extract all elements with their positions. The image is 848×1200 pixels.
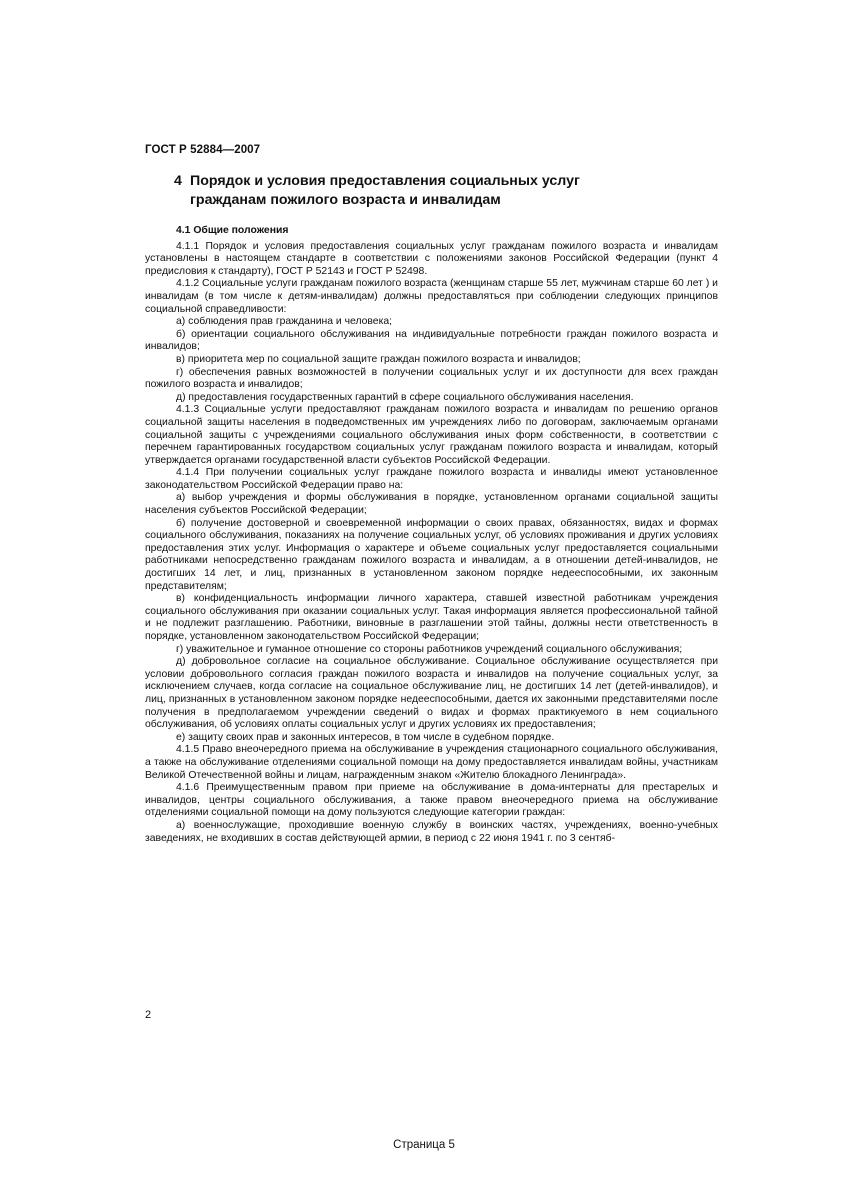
- list-item: а) соблюдения прав гражданина и человека;: [176, 316, 393, 328]
- section-title-line1: Порядок и условия предоставления социальных услуг: [190, 173, 580, 189]
- section-title-line2: гражданам пожилого возраста и инвалидам: [190, 192, 501, 208]
- list-item: а) выбор учреждения и формы обслуживания в порядке, установленном органами социальной защиты населения субъектов Российской Федерации;: [145, 492, 718, 517]
- list-item: г) обеспечения равных возможностей в получении социальных услуг и их доступности для всех граждан пожилого возраста и инвалидов;: [145, 366, 718, 391]
- document-code: ГОСТ Р 52884—2007: [145, 144, 261, 156]
- list-item: в) приоритета мер по социальной защите граждан пожилого возраста и инвалидов;: [176, 353, 581, 365]
- section-number: 4: [174, 173, 182, 189]
- section-title: [174, 172, 734, 210]
- document-body: [145, 225, 718, 845]
- paragraph: 4.1.1 Порядок и условия предоставления социальных услуг гражданам пожилого возраста и инвалидам установлены в настоящем стандарте в соответствии с положениями законов Российской Федерации (пункт 4 предисловия к стандарту), ГОСТ Р 52143 и ГОСТ Р 52498.: [145, 240, 718, 277]
- list-item: д) добровольное согласие на социальное обслуживание. Социальное обслуживание осуществляется при условии добровольного согласия граждан пожилого возраста и инвалидов на получение социальных услуг, за исключением случаев, когда согласие на социальное обслуживание лиц, не достигших 14 лет (детей-инвалидов), и лиц, признанных в установленном законом порядке недееспособными, дается их законными представителями после получения в предполагаемом учреждении сведений о видах и формах практикуемого в нем социального обслуживания, об условиях оплаты социальных услуг и других условиях их предоставления;: [145, 656, 718, 731]
- list-item: б) получение достоверной и своевременной информации о своих правах, обязанностях, видах и формах социального обслуживания, показаниях на получение социальных услуг, об условиях проживания и других условиях предоставления этих услуг. Информация о характере и объеме социальных услуг предоставляется социальными работниками непосредственно гражданам пожилого возраста и инвалидам, а в отношении детей-инвалидов, не достигших 14 лет, и лиц, признанных в установленном законом порядке недееспособными, их законным представителям;: [145, 517, 718, 592]
- footer-page-label: Страница 5: [393, 1139, 455, 1151]
- paragraph: 4.1.4 При получении социальных услуг граждане пожилого возраста и инвалиды имеют установленное законодательством Российской Федерации право на:: [145, 467, 718, 491]
- list-item: е) защиту своих прав и законных интересов, в том числе в судебном порядке.: [176, 731, 555, 743]
- paragraph: 4.1.5 Право внеочередного приема на обслуживание в учреждения стационарного социального обслуживания, а также на обслуживание отделениями социальной помощи на дому предоставляется инвалидам войны, участникам Великой Отечественной войны и лицам, награжденным знаком «Жителю блокадного Ленинграда».: [145, 744, 718, 781]
- list-item: а) военнослужащие, проходившие военную службу в воинских частях, учреждениях, военно-учебных заведениях, не входивших в состав действующей армии, в период с 22 июня 1941 г. по 3 сентяб-: [145, 819, 718, 844]
- paragraph: 4.1.2 Социальные услуги гражданам пожилого возраста (женщинам старше 55 лет, мужчинам старше 60 лет ) и инвалидам (в том числе к детям-инвалидам) должны предоставляться при соблюдении следующих принципов социальной справедливости:: [145, 278, 718, 315]
- list-item: в) конфиденциальность информации личного характера, ставшей известной работникам учреждения социального обслуживания при оказании социальных услуг. Такая информация является профессиональной тайной и не подлежит разглашению. Работники, виновные в разглашении этой тайны, должны нести ответственность в порядке, установленном законодательством Российской Федерации;: [145, 593, 718, 642]
- list-item: г) уважительное и гуманное отношение со стороны работников учреждений социального обслуживания;: [176, 643, 683, 655]
- subsection-title: 4.1 Общие положения: [176, 225, 289, 236]
- paragraph: 4.1.6 Преимущественным правом при приеме на обслуживание в дома-интернаты для престарелых и инвалидов, центры социального обслуживания, а также правом внеочередного приема на обслуживание отделениями социальной помощи на дому пользуются следующие категории граждан:: [145, 782, 718, 819]
- paragraph: 4.1.3 Социальные услуги предоставляют гражданам пожилого возраста и инвалидам по решению органов социальной защиты населения в подведомственных им учреждениях либо по договорам, заключаемым органами социальной защиты с учреждениями социального обслуживания иных форм собственности, в соответствии с перечнем гарантированных государством социальных услуг гражданам пожилого возраста и инвалидам, который утверждается органами государственной власти субъектов Российской Федерации.: [145, 404, 718, 466]
- list-item: б) ориентации социального обслуживания на индивидуальные потребности граждан пожилого возраста и инвалидов;: [145, 328, 718, 353]
- list-item: д) предоставления государственных гарантий в сфере социального обслуживания населения.: [176, 391, 634, 403]
- page-number: 2: [145, 1009, 152, 1021]
